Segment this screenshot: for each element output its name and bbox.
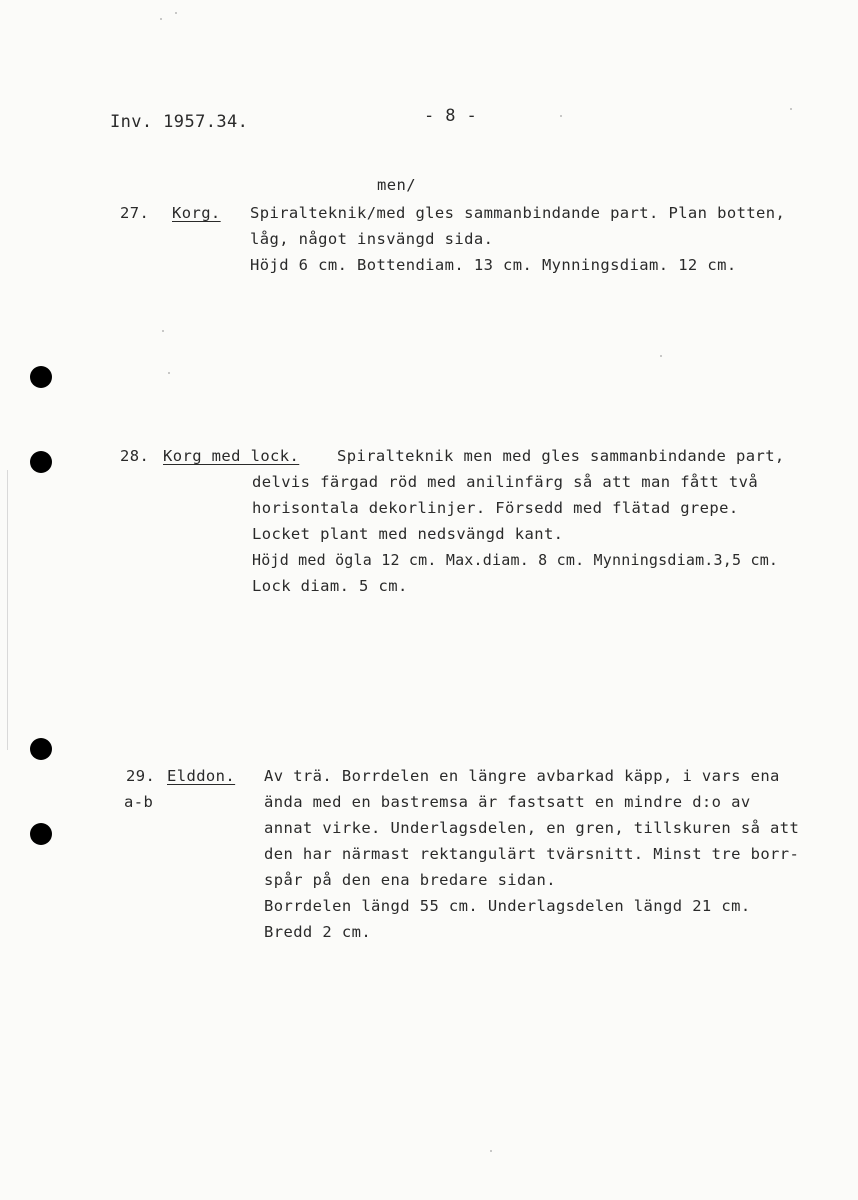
entry-29-line-6: Borrdelen längd 55 cm. Underlagsdelen längd 21 cm. xyxy=(264,897,751,915)
scan-speck xyxy=(490,1150,492,1152)
page-number: - 8 - xyxy=(424,106,478,126)
entry-29-line-4: den har närmast rektangulärt tvärsnitt. Minst tre borr- xyxy=(264,845,800,863)
scan-speck xyxy=(168,372,170,374)
entry-27-title: Korg. xyxy=(172,204,221,222)
entry-29-title: Elddon. xyxy=(167,767,236,785)
entry-28-line-1: Spiralteknik men med gles sammanbindande part, xyxy=(337,447,785,465)
binder-hole-4 xyxy=(30,823,52,845)
entry-27-line-1: Spiralteknik/med gles sammanbindande part. Plan botten, xyxy=(250,204,786,222)
binder-hole-2 xyxy=(30,451,52,473)
margin-line xyxy=(7,470,8,750)
entry-29-line-2: ända med en bastremsa är fastsatt en mindre d:o av xyxy=(264,793,751,811)
entry-27-line-2: låg, något insvängd sida. xyxy=(250,230,494,248)
entry-29-number: 29. xyxy=(126,767,156,785)
entry-29-sub: a-b xyxy=(124,793,154,811)
entry-29-line-1: Av trä. Borrdelen en längre avbarkad käpp, i vars ena xyxy=(264,767,780,785)
entry-28-number: 28. xyxy=(120,447,150,465)
binder-hole-3 xyxy=(30,738,52,760)
scan-speck xyxy=(175,12,177,14)
entry-27-line-3: Höjd 6 cm. Bottendiam. 13 cm. Mynningsdiam. 12 cm. xyxy=(250,256,737,274)
entry-29-line-5: spår på den ena bredare sidan. xyxy=(264,871,556,889)
entry-28-line-6: Lock diam. 5 cm. xyxy=(252,577,408,595)
insertion-note: men/ xyxy=(377,176,416,194)
entry-27-number: 27. xyxy=(120,204,150,222)
entry-28-line-4: Locket plant med nedsvängd kant. xyxy=(252,525,564,543)
scan-speck xyxy=(160,18,162,20)
scan-speck xyxy=(790,108,792,110)
entry-28-line-5: Höjd med ögla 12 cm. Max.diam. 8 cm. Mynningsdiam.3,5 cm. xyxy=(252,551,779,569)
scan-speck xyxy=(560,115,562,117)
entry-28-title: Korg med lock. xyxy=(163,447,300,465)
entry-29-line-7: Bredd 2 cm. xyxy=(264,923,372,941)
scan-speck xyxy=(162,330,164,332)
entry-28-line-2: delvis färgad röd med anilinfärg så att man fått två xyxy=(252,473,759,491)
scan-speck xyxy=(660,355,662,357)
binder-hole-1 xyxy=(30,366,52,388)
entry-29-line-3: annat virke. Underlagsdelen, en gren, tillskuren så att xyxy=(264,819,800,837)
entry-28-line-3: horisontala dekorlinjer. Försedd med flätad grepe. xyxy=(252,499,739,517)
inventory-number: Inv. 1957.34. xyxy=(110,112,249,132)
